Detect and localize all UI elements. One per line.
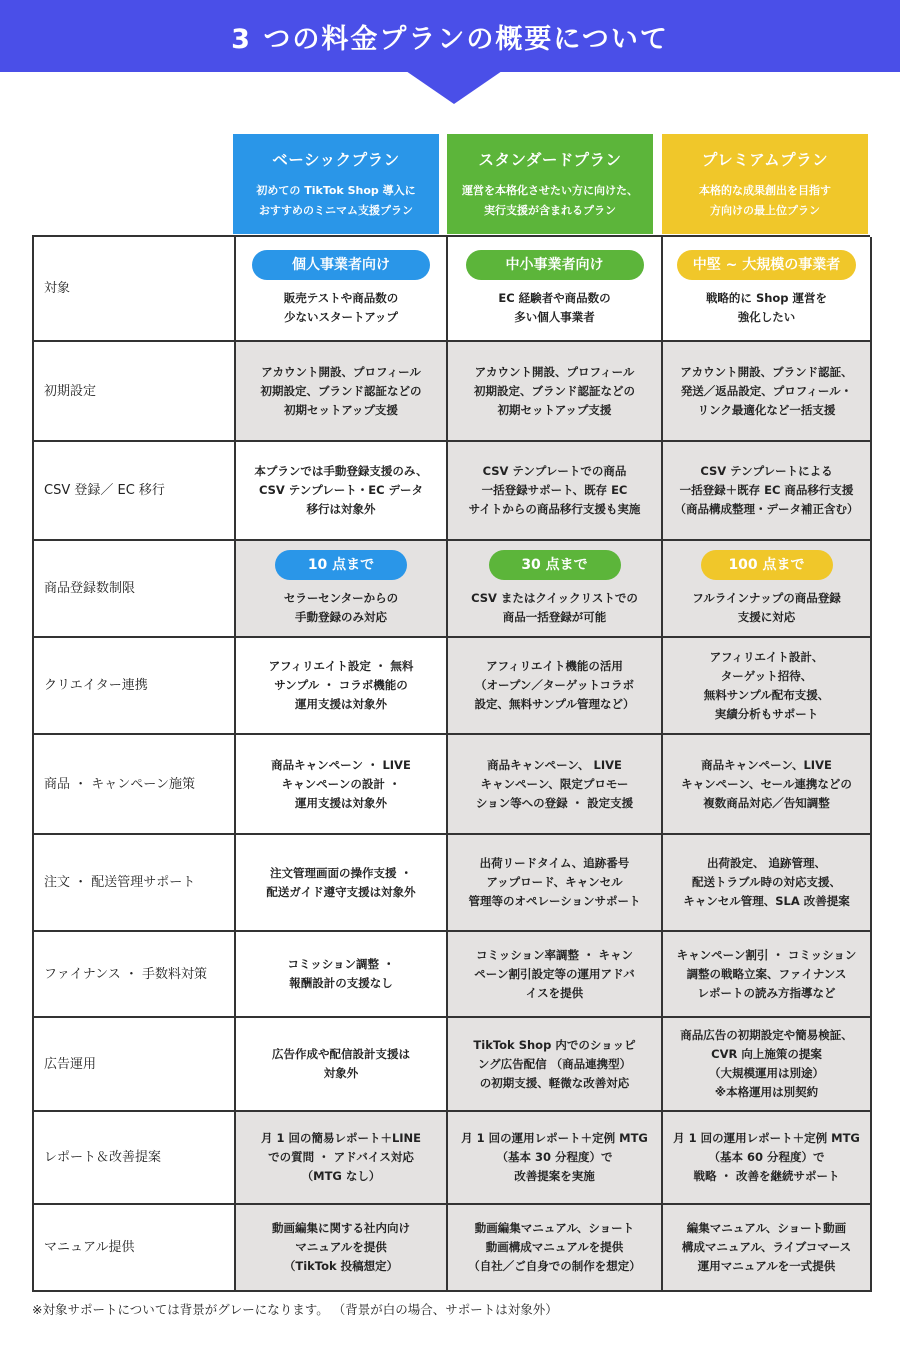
plan-cell-text: 戦略的に Shop 運営を 強化したい — [705, 291, 828, 324]
plan-badge: 100 点まで — [701, 550, 833, 580]
plan-cell-text: セラーセンターからの 手動登録のみ対応 — [283, 591, 399, 624]
plan-cell — [236, 835, 448, 932]
plan-cell-text: CSV テンプレートによる 一括登録＋既存 EC 商品移行支援 （商品構成整理・データ補正含む） — [674, 464, 859, 516]
plan-description: 運営を本格化させたい方に向けた、 実行支援が含まれるプラン — [462, 184, 638, 217]
plan-cell-text: 月 1 回の運用レポート＋定例 MTG （基本 60 分程度）で 戦略 ・ 改善を継続サポート — [673, 1131, 860, 1183]
plan-cell — [663, 735, 872, 835]
plan-badge: 中小事業者向け — [466, 250, 644, 280]
plan-cell — [236, 932, 448, 1018]
row-label: CSV 登録／ EC 移行 — [34, 442, 236, 541]
plan-cell-text: 販売テストや商品数の 少ないスタートアップ — [283, 291, 399, 324]
plan-cell — [663, 932, 872, 1018]
plan-cell — [448, 541, 663, 638]
page-title-banner — [0, 0, 900, 72]
plan-cell-text: アカウント開設、プロフィール 初期設定、ブランド認証などの 初期セットアップ支援 — [474, 364, 635, 417]
plan-cell-text: コミッション率調整 ・ キャン ペーン割引設定等の運用アドバ イスを提供 — [474, 947, 635, 1000]
plan-cell — [236, 1112, 448, 1205]
plan-cell-text: 本プランでは手動登録支援のみ、 CSV テンプレート・EC データ 移行は対象外 — [254, 464, 428, 516]
banner-arrow — [406, 71, 502, 104]
row-label: 広告運用 — [34, 1018, 236, 1112]
plan-cell — [663, 1205, 872, 1292]
plan-cell — [236, 638, 448, 735]
plan-cell — [448, 342, 663, 442]
plan-cell — [663, 541, 872, 638]
plan-description: 初めての TikTok Shop 導入に おすすめのミニマム支援プラン — [256, 184, 416, 217]
row-label: 商品 ・ キャンペーン施策 — [34, 735, 236, 835]
plan-header-basic — [233, 134, 439, 234]
plan-cell-text: アカウント開設、プロフィール 初期設定、ブランド認証などの 初期セットアップ支援 — [260, 364, 422, 417]
plan-cell-text: 注文管理画面の操作支援 ・ 配送ガイド遵守支援は対象外 — [266, 865, 416, 899]
row-label: 商品登録数制限 — [34, 541, 236, 638]
plan-cell — [448, 735, 663, 835]
plan-cell-text: コミッション調整 ・ 報酬設計の支援なし — [287, 957, 395, 990]
plan-cell — [663, 237, 872, 342]
row-label: 注文 ・ 配送管理サポート — [34, 835, 236, 932]
plan-cell — [236, 1018, 448, 1112]
plan-header-premium — [662, 134, 868, 234]
plan-cell — [236, 442, 448, 541]
plan-cell-text: CSV またはクイックリストでの 商品一括登録が可能 — [471, 591, 638, 624]
plan-cell-text: アフィリエイト設定 ・ 無料 サンプル ・ コラボ機能の 運用支援は対象外 — [268, 659, 414, 711]
plan-cell — [448, 932, 663, 1018]
plan-cell — [663, 342, 872, 442]
plan-cell — [236, 541, 448, 638]
plan-cell-text: 出荷設定、 追跡管理、 配送トラブル時の対応支援、 キャンセル管理、SLA 改善提案 — [683, 856, 850, 908]
plan-cell-text: 商品キャンペーン、LIVE キャンペーン、セール連携などの 複数商品対応／告知調整 — [681, 757, 852, 810]
plan-cell — [448, 1112, 663, 1205]
plan-cell-text: 商品広告の初期設定や簡易検証、 CVR 向上施策の提案 （大規模運用は別途） ※本格運用は別契約 — [680, 1028, 853, 1099]
plan-badge: 30 点まで — [489, 550, 621, 580]
plan-cell-text: アフィリエイト機能の活用 （オープン／ターゲットコラボ 設定、無料サンプル管理など） — [474, 659, 635, 711]
plan-header-standard — [447, 134, 653, 234]
plan-cell-text: フルラインナップの商品登録 支援に対応 — [692, 591, 841, 624]
plan-cell-text: 広告作成や配信設計支援は 対象外 — [272, 1047, 410, 1080]
plan-name: プレミアムプラン — [701, 151, 829, 169]
plan-cell — [448, 442, 663, 541]
plan-badge: 個人事業者向け — [252, 250, 430, 280]
footnote: ※対象サポートについては背景がグレーになります。 （背景が白の場合、サポートは対象外） — [32, 1302, 558, 1317]
plan-name: スタンダードプラン — [478, 151, 622, 169]
plan-cell — [448, 237, 663, 342]
plan-cell-text: TikTok Shop 内でのショッピ ング広告配信 （商品連携型） の初期支援、軽微な改善対応 — [473, 1037, 636, 1090]
plan-cell-text: CSV テンプレートでの商品 一括登録サポート、既存 EC サイトからの商品移行支援も実施 — [468, 464, 641, 516]
plan-description: 本格的な成果創出を目指す 方向けの最上位プラン — [699, 184, 831, 217]
row-label: レポート＆改善提案 — [34, 1112, 236, 1205]
plan-cell — [448, 1205, 663, 1292]
plan-cell-text: 商品キャンペーン ・ LIVE キャンペーンの設計 ・ 運用支援は対象外 — [271, 757, 411, 810]
plan-cell-text: アフィリエイト設計、 ターゲット招待、 無料サンプル配布支援、 実績分析もサポート — [703, 649, 830, 721]
plan-cell-text: アカウント開設、ブランド認証、 発送／返品設定、プロフィール・ リンク最適化など一括支援 — [680, 364, 853, 417]
row-label: ファイナンス ・ 手数料対策 — [34, 932, 236, 1018]
plan-cell — [236, 1205, 448, 1292]
plan-cell — [448, 1018, 663, 1112]
row-label: マニュアル提供 — [34, 1205, 236, 1292]
plan-cell — [448, 638, 663, 735]
plan-cell — [236, 237, 448, 342]
plan-cell — [236, 735, 448, 835]
page-title: 3 つの料金プランの概要について — [231, 23, 669, 55]
row-label: クリエイター連携 — [34, 638, 236, 735]
plan-cell-text: 月 1 回の簡易レポート＋LINE での質問 ・ アドバイス対応 （MTG なし） — [260, 1131, 422, 1183]
plan-cell — [663, 442, 872, 541]
plan-cell-text: EC 経験者や商品数の 多い個人事業者 — [498, 291, 611, 324]
plan-badge: 中堅 ~ 大規模の事業者 — [677, 250, 856, 280]
plan-badge: 10 点まで — [275, 550, 407, 580]
comparison-table — [32, 235, 870, 1292]
plan-cell-text: 編集マニュアル、ショート動画 構成マニュアル、ライブコマース 運用マニュアルを一式提供 — [681, 1221, 852, 1273]
plan-name: ベーシックプラン — [272, 151, 400, 169]
plan-cell — [663, 1112, 872, 1205]
plan-cell — [663, 638, 872, 735]
plan-cell — [448, 835, 663, 932]
plan-cell-text: 商品キャンペーン、 LIVE キャンペーン、限定プロモー ション等への登録 ・ 設定支援 — [475, 757, 634, 810]
plan-cell-text: 出荷リードタイム、追跡番号 アップロード、キャンセル 管理等のオペレーションサポート — [468, 856, 641, 908]
row-label: 初期設定 — [34, 342, 236, 442]
plan-cell — [236, 342, 448, 442]
plan-cell-text: 動画編集マニュアル、ショート 動画構成マニュアルを提供 （自社／ご自身での制作を想定） — [468, 1221, 641, 1273]
plan-cell-text: キャンペーン割引 ・ コミッション 調整の戦略立案、ファイナンス レポートの読み方指導など — [676, 947, 857, 1000]
plan-cell — [663, 835, 872, 932]
plan-cell — [663, 1018, 872, 1112]
plan-cell-text: 動画編集に関する社内向け マニュアルを提供 （TikTok 投稿想定） — [272, 1221, 410, 1273]
row-label: 対象 — [34, 237, 236, 342]
plan-cell-text: 月 1 回の運用レポート＋定例 MTG （基本 30 分程度）で 改善提案を実施 — [461, 1131, 648, 1183]
